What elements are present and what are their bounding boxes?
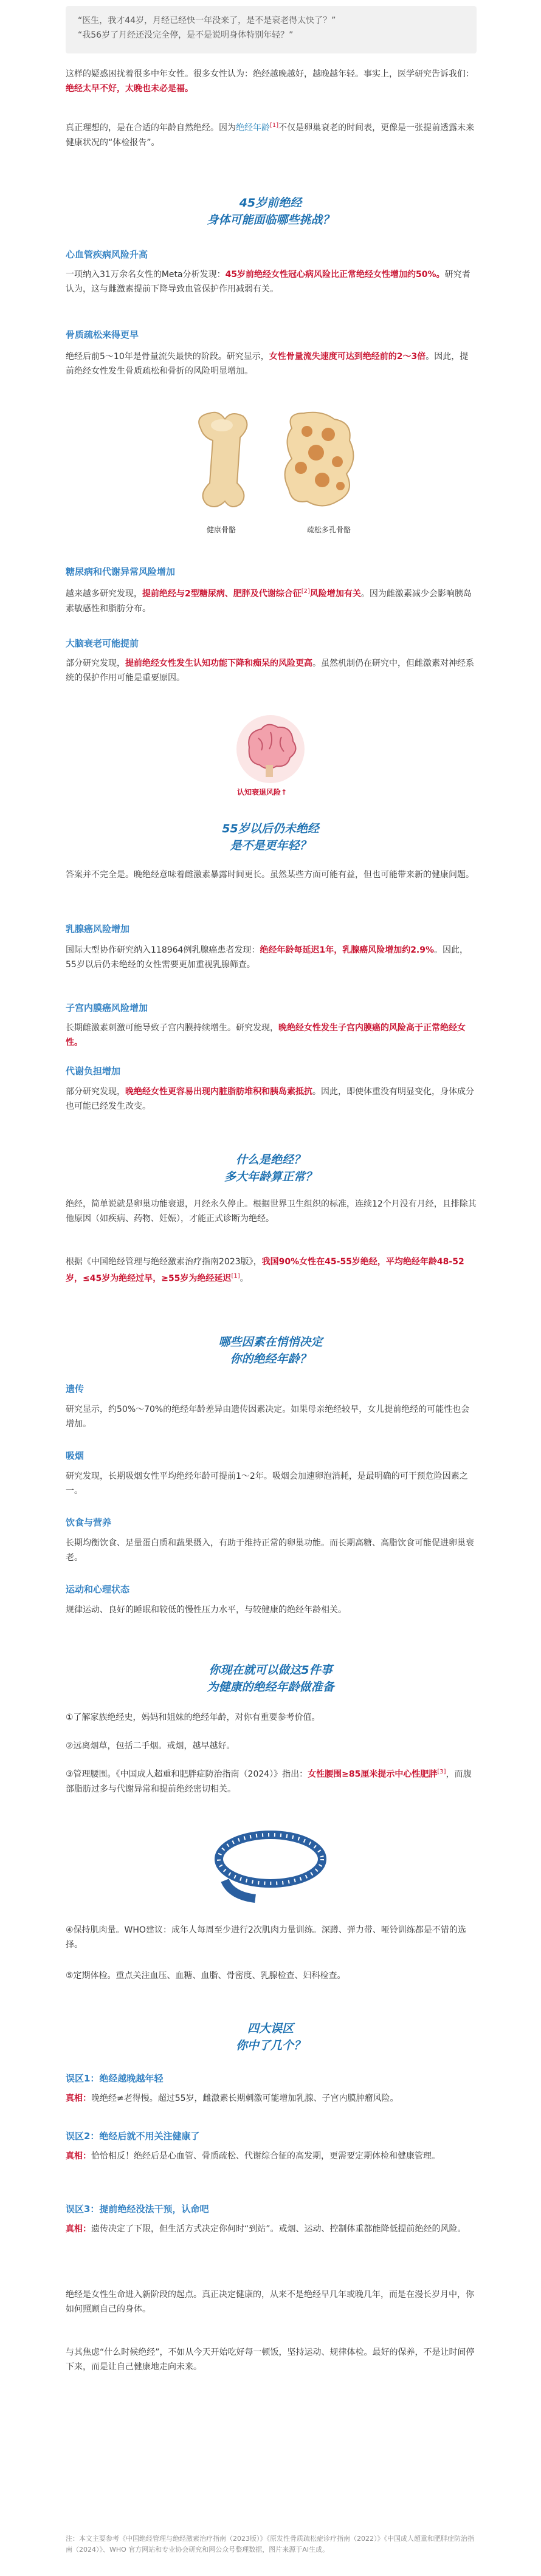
myth-1-truth: 真相：晚绝经≠老得慢。超过55岁，雌激素长期刺激可能增加乳腺、子宫内膜肿瘤风险。 bbox=[66, 2094, 399, 2103]
subheading-smoking: 吸烟 bbox=[66, 1450, 84, 1461]
section-heading-five-things: 你现在就可以做这5件事 为健康的绝经年龄做准备 bbox=[207, 1663, 334, 1694]
section-heading-factors: 哪些因素在悄悄决定 你的绝经年龄？ bbox=[218, 1335, 323, 1366]
subheading-metabolic: 代谢负担增加 bbox=[66, 1066, 121, 1077]
tip-4: ④保持肌肉量。WHO建议：成年人每周至少进行2次肌肉力量训练。深蹲、弹力带、哑铃训练都是不错的选择。 bbox=[66, 1925, 466, 1950]
paragraph-diabetes: 越来越多研究发现，提前绝经与2型糖尿病、肥胖及代谢综合征[2]风险增加有关。因为雌激素减少会影响胰岛素敏感性和脂肪分布。 bbox=[66, 588, 472, 614]
footnote-marker: [1] bbox=[270, 122, 279, 129]
subheading-diabetes: 糖尿病和代谢异常风险增加 bbox=[66, 566, 176, 577]
paragraph-genetics: 研究显示，约50%～70%的绝经年龄差异由遗传因素决定。如果母亲绝经较早，女儿提前绝经的可能性也会增加。 bbox=[66, 1405, 470, 1429]
tip-5: ⑤定期体检。重点关注血压、血糖、血脂、骨密度、乳腺检查、妇科检查。 bbox=[66, 1971, 346, 1981]
intro-paragraph-1: 这样的疑惑困扰着很多中年女性。很多女性认为：绝经越晚越好，越晚越年轻。事实上，医学研究告诉我们：绝经太早不好，太晚也未必是福。 bbox=[66, 69, 474, 94]
subheading-genetics: 遗传 bbox=[66, 1383, 84, 1394]
subheading-brain: 大脑衰老可能提前 bbox=[66, 638, 139, 649]
paragraph-cardio: 一项纳入31万余名女性的Meta分析发现：45岁前绝经女性冠心病风险比正常绝经女性增加约50%。研究者认为，这与雌激素提前下降导致血管保护作用减弱有关。 bbox=[66, 270, 470, 294]
tip-2: ②远离烟草，包括二手烟。戒烟，越早越好。 bbox=[66, 1741, 235, 1751]
paragraph-definition: 绝经，简单说就是卵巢功能衰退，月经永久停止。根据世界卫生组织的标准，连续12个月没有月经，且排除其他原因（如疾病、药物、妊娠），才能正式诊断为绝经。 bbox=[66, 1199, 477, 1224]
paragraph-late-intro: 答案并不完全是。晚绝经意味着雌激素暴露时间更长。虽然某些方面可能有益，但也可能带来新的健康问题。 bbox=[66, 870, 474, 880]
section-heading-late-menopause: 55岁以后仍未绝经 是不是更年轻？ bbox=[222, 822, 319, 852]
quote-line-2: “我56岁了月经还没完全停，是不是说明身体特别年轻？” bbox=[78, 30, 294, 40]
paragraph-breast-cancer: 国际大型协作研究纳入118964例乳腺癌患者发现：绝经年龄每延迟1年，乳腺癌风险增加约2.9%。因此，55岁以后仍未绝经的女性需要更加重视乳腺筛查。 bbox=[66, 945, 469, 970]
brain-illustration bbox=[234, 714, 307, 787]
paragraph-metabolic: 部分研究发现，晚绝经女性更容易出现内脏脂肪堆积和胰岛素抵抗。因此，即使体重没有明显变化，身体成分也可能已经发生改变。 bbox=[66, 1087, 474, 1111]
paragraph-smoking: 研究发现，长期吸烟女性平均绝经年龄可提前1～2年。吸烟会加速卵泡消耗，是最明确的可干预危险因素之一。 bbox=[66, 1471, 468, 1496]
paragraph-diet: 长期均衡饮食、足量蛋白质和蔬果摄入，有助于维持正常的卵巢功能。而长期高糖、高脂饮食可能促进卵巢衰老。 bbox=[66, 1538, 474, 1563]
paragraph-brain: 部分研究发现，提前绝经女性发生认知功能下降和痴呆的风险更高。虽然机制仍在研究中，但雌激素对神经系统的保护作用可能是重要原因。 bbox=[66, 659, 474, 683]
subheading-osteoporosis: 骨质疏松来得更早 bbox=[66, 329, 139, 340]
myth-2-truth: 真相：恰恰相反！绝经后是心血管、骨质疏松、代谢综合征的高发期，更需要定期体检和健康管理。 bbox=[66, 2151, 440, 2161]
myth-1-title: 误区1：绝经越晚越年轻 bbox=[66, 2073, 164, 2084]
tip-3: ③管理腰围。《中国成人超重和肥胖症防治指南（2024）》指出：女性腰围≥85厘米提示中心性肥胖[3]，而腹部脂肪过多与代谢异常和提前绝经密切相关。 bbox=[66, 1769, 472, 1794]
paragraph-exercise: 规律运动、良好的睡眠和较低的慢性压力水平，与较健康的绝经年龄相关。 bbox=[66, 1605, 346, 1615]
measuring-tape-illustration bbox=[213, 1814, 328, 1905]
subheading-exercise: 运动和心理状态 bbox=[66, 1584, 130, 1595]
brain-label: 认知衰退风险↑ bbox=[237, 788, 288, 796]
opening-quote bbox=[66, 6, 477, 53]
section-heading-what-is-menopause: 什么是绝经？ 多大年龄算正常？ bbox=[224, 1153, 317, 1184]
porous-bone-icon bbox=[285, 413, 354, 506]
subheading-endometrial-cancer: 子宫内膜癌风险增加 bbox=[66, 1002, 148, 1013]
paragraph-osteoporosis: 绝经后前5～10年是骨量流失最快的阶段。研究显示，女性骨量流失速度可达到绝经前的2～3倍。因此，提前绝经女性发生骨质疏松和骨折的风险明显增加。 bbox=[66, 352, 469, 376]
subheading-cardio: 心血管疾病风险升高 bbox=[66, 249, 148, 260]
paragraph-guideline: 根据《中国绝经管理与绝经激素治疗指南2023版》，我国90%女性在45-55岁绝经，平均绝经年龄48-52岁，≤45岁为绝经过早，≥55岁为绝经延迟[1]。 bbox=[66, 1257, 464, 1284]
subheading-breast-cancer: 乳腺癌风险增加 bbox=[66, 923, 130, 934]
bone-label-healthy: 健康骨骼 bbox=[207, 526, 236, 534]
section-heading-early-menopause: 45岁前绝经 身体可能面临哪些挑战？ bbox=[207, 196, 334, 227]
bone-label-porous: 疏松多孔骨骼 bbox=[307, 526, 351, 534]
paragraph-endometrial-cancer: 长期雌激素刺激可能导致子宫内膜持续增生。研究发现，晚绝经女性发生子宫内膜癌的风险高于正常绝经女性。 bbox=[66, 1023, 466, 1047]
myth-3-title: 误区3：提前绝经没法干预，认命吧 bbox=[66, 2204, 209, 2215]
subheading-diet: 饮食与营养 bbox=[66, 1517, 112, 1528]
closing-paragraph-2: 与其焦虑“什么时候绝经”，不如从今天开始吃好每一顿饭，坚持运动、规律体检。最好的保养，不是让时间停下来，而是让自己健康地走向未来。 bbox=[66, 2348, 475, 2372]
myth-3-truth: 真相：遗传决定了下限，但生活方式决定你何时“到站”。戒烟、运动、控制体重都能降低提前绝经的风险。 bbox=[66, 2224, 466, 2234]
quote-line-1: “医生，我才44岁，月经已经快一年没来了，是不是衰老得太快了？” bbox=[78, 16, 336, 26]
healthy-bone-icon bbox=[199, 413, 247, 507]
closing-paragraph-1: 绝经是女性生命进入新阶段的起点。真正决定健康的，从来不是绝经早几年或晚几年，而是在漫长岁月中，你如何照顾自己的身体。 bbox=[66, 2290, 474, 2314]
myth-2-title: 误区2：绝经后就不用关注健康了 bbox=[66, 2131, 200, 2142]
footnote-references: 注：本文主要参考《中国绝经管理与绝经激素治疗指南（2023版）》《原发性骨质疏松症诊疗指南（2022）》《中国成人超重和肥胖症防治指南（2024）》、WHO 官方网站和专业协会研究和网公众号整理数据，图片来源于AI生成。 bbox=[66, 2535, 474, 2554]
bone-comparison-illustration bbox=[182, 404, 365, 526]
tip-1: ①了解家族绝经史，妈妈和姐妹的绝经年龄，对你有重要参考价值。 bbox=[66, 1713, 320, 1722]
intro-paragraph-2: 真正理想的，是在合适的年龄自然绝经。因为绝经年龄[1]不仅是卵巢衰老的时间表，更像是一张提前透露未来健康状况的“体检报告”。 bbox=[66, 122, 475, 148]
section-heading-myths: 四大误区 你中了几个？ bbox=[235, 2022, 305, 2052]
